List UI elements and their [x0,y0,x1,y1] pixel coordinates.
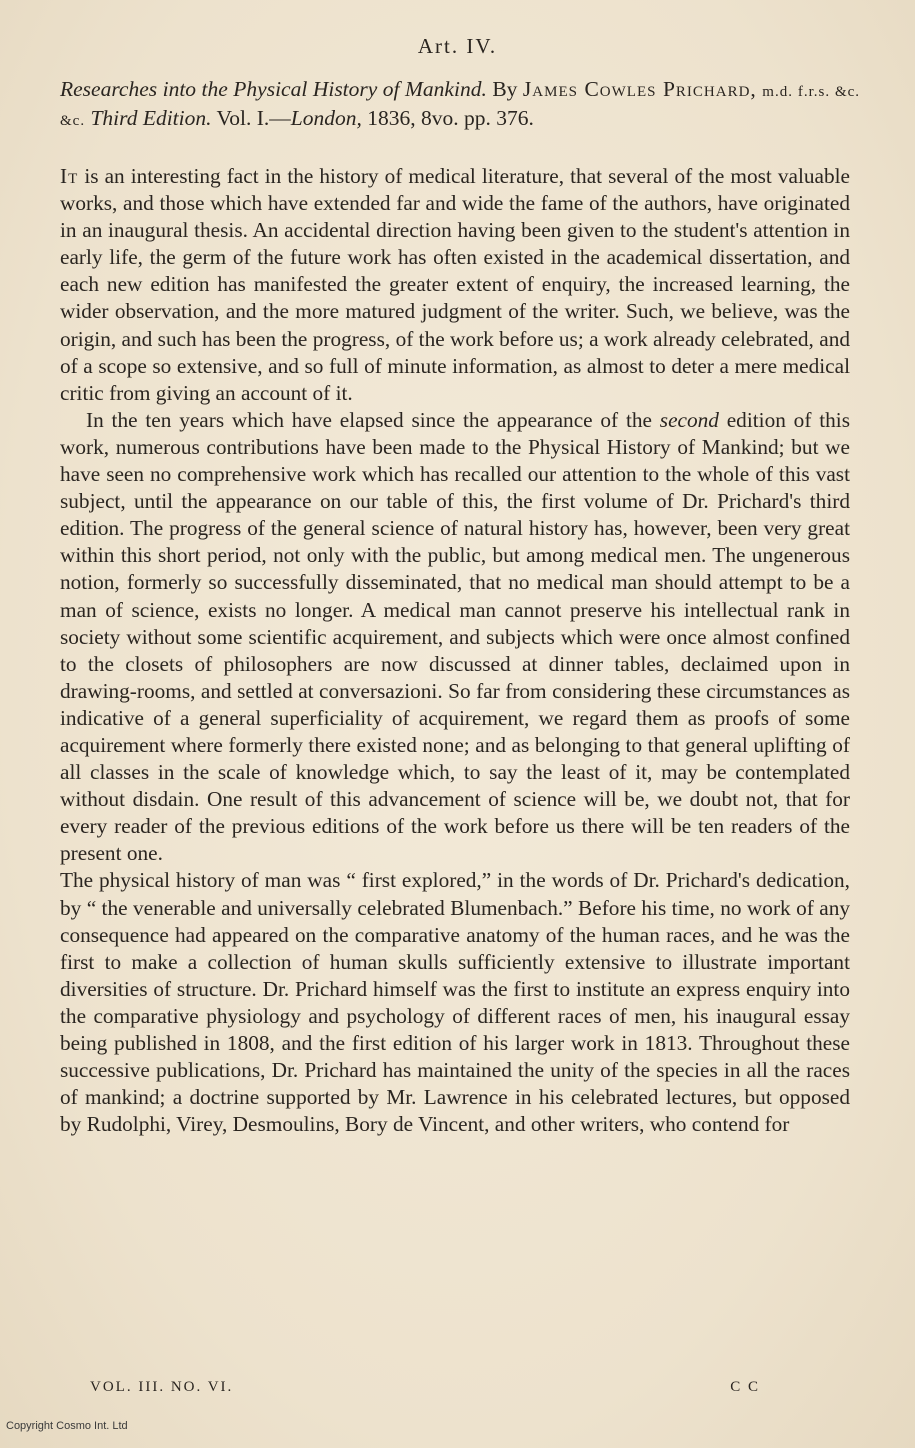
paragraph-1-text: is an interesting fact in the history of medical literature, that several of the most valuable works, and those which have extended far and wide the fame of the authors, have originated in an inaugural thesis. An accidental direction having been given to the student's attention in early life, the germ of the future work has often existed in the academical dissertation, and each new edition has manifested the greater extent of enquiry, the increased learning, the wider observation, and the more matured judgment of the writer. Such, we believe, was the origin, and such has been the progress, of the work before us; a work already celebrated, and of a scope so extensive, and so full of minute information, as almost to deter a mere medical critic from giving an account of it. [60,164,850,405]
paragraph-2 [60,407,850,868]
article-body [60,163,850,1138]
paragraph-3 [60,867,850,1138]
author-degrees: m.d. f.r.s. &c. &c. [60,84,861,129]
paragraph-2-text-b: edition of this work, numerous contributions have been made to the Physical History of Mankind; but we have seen no comprehensive work which has recalled our attention to the whole of this vast subject, until the appearance on our table of this, the first volume of Dr. Prichard's third edition. The progress of the general science of natural history has, however, been very great within this short period, not only with the public, but among medical men. The ungenerous notion, formerly so successfully disseminated, that no medical man should attempt to be a man of science, exists no longer. A medical man cannot preserve his intellectual rank in society without some scientific acquirement, and subjects which were once almost confined to the closets of philosophers are now discussed at dinner tables, declaimed upon in drawing-rooms, and settled at conversazioni. So far from considering these circumstances as indicative of a general superficiality of acquirement, we regard them as proofs of some acquirement where formerly there existed none; and as belonging to that general uplifting of all classes in the scale of knowledge which, to say the least of it, may be contemplated without disdain. One result of this advancement of science will be, we doubt not, that for every reader of the previous editions of the work before us there will be ten readers of the present one. [60,407,850,866]
citation-by: By [492,77,518,101]
publication-details: 1836, 8vo. pp. 376. [367,106,534,130]
paragraph-2-italic: second [659,407,719,432]
copyright-notice: Copyright Cosmo Int. Ltd [6,1420,128,1432]
volume-number: VOL. III. NO. VI. [90,1379,234,1395]
paragraph-3-text: The physical history of man was “ first explored,” in the words of Dr. Prichard's dedication, by “ the venerable and universally celebrated Blumenbach.” Before his time, no work of any consequence had appeared on the comparative anatomy of the human races, and he was the first to make a collection of human skulls sufficiently extensive to illustrate important diversities of structure. Dr. Prichard himself was the first to institute an express enquiry into the comparative physiology and psychology of different races of men, his inaugural essay being published in 1808, and the first edition of his larger work in 1813. Throughout these successive publications, Dr. Prichard has maintained the unity of the species in all the races of mankind; a doctrine supported by Mr. Lawrence in his celebrated lectures, but opposed by Rudolphi, Virey, Desmoulins, Bory de Vincent, and other writers, who contend for [60,868,850,1137]
volume: Vol. I.— [216,106,291,130]
edition: Third Edition. [90,106,212,130]
paragraph-1 [60,163,850,407]
paragraph-1-first-word: It [60,164,79,188]
book-title: Researches into the Physical History of Mankind. [60,77,487,101]
page-footer [90,1379,760,1396]
citation [60,76,860,134]
author-name: James Cowles Prichard, [522,77,757,101]
paragraph-2-text-a: In the ten years which have elapsed since the appearance of the [86,407,660,432]
place: London, [290,106,362,130]
article-heading: Art. IV. [417,34,498,58]
signature-mark: C C [730,1379,760,1395]
